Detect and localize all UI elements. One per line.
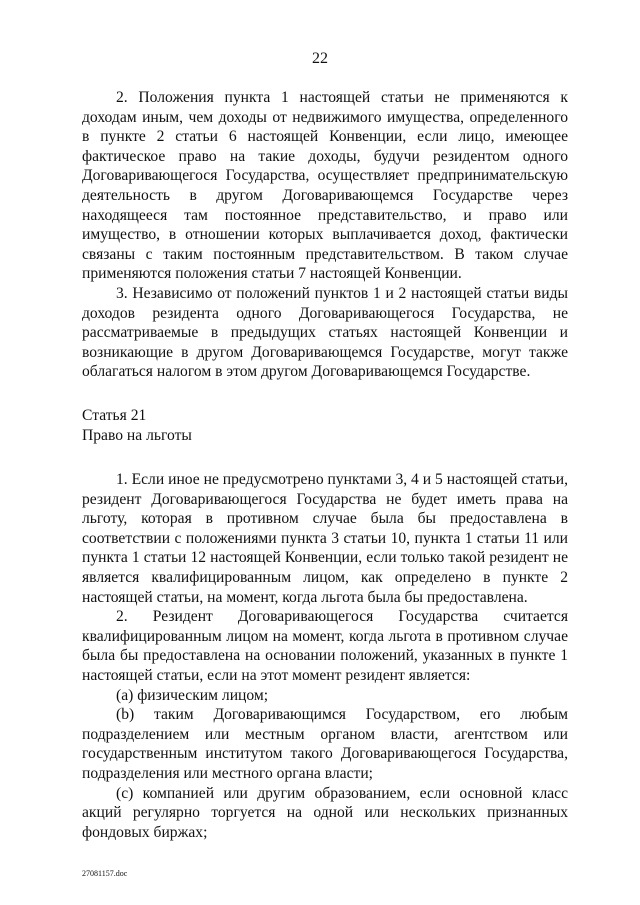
paragraph-2: 2. Положения пункта 1 настоящей статьи не применяются к доходам иным, чем доходы от недвижимого имущества, определенного в пункте 2 статьи 6 настоящей Конвенции, если лицо, имеющее фактическое право на такие доходы, будучи резидентом одного Договаривающегося Государства, осуществляет предпринимательскую деятельность в другом Договаривающемся Государстве через находящееся там постоянное представительство, и право или имущество, в отношении которых выплачивается доход, фактически связаны с таким постоянным представительством. В таком случае применяются положения статьи 7 настоящей Конвенции. [82, 89, 568, 283]
article-title: Право на льготы [82, 426, 192, 444]
article-paragraph-2: 2. Резидент Договаривающегося Государства считается квалифицированным лицом на момент, когда льгота в противном случае была бы предоставлена на основании положений, указанных в пункте 1 настоящей статьи, если на этот момент резидент является: [82, 608, 568, 685]
subitem-c: (c) компанией или другим образованием, если основной класс акций регулярно торгуется на одной или нескольких признанных фондовых биржах; [82, 784, 568, 841]
article-heading [82, 406, 568, 445]
paragraph-3: 3. Независимо от положений пунктов 1 и 2 настоящей статьи виды доходов резидента одного Договаривающегося Государства, не рассматриваемые в предыдущих статьях настоящей Конвенции и возникающие в другом Договаривающемся Государстве, могут также облагаться налогом в этом другом Договаривающемся Государстве. [82, 284, 568, 381]
subitem-b: (b) таким Договаривающимся Государством, его любым подразделением или местным органом власти, агентством или государственным институтом такого Договаривающегося Государства, подразделения или местного органа власти; [82, 706, 568, 782]
article-paragraph-1: 1. Если иное не предусмотрено пунктами 3, 4 и 5 настоящей статьи, резидент Договаривающегося Государства не будет иметь права на льготу, которая в противном случае была бы предоставлена в соответствии с положениями пункта 3 статьи 10, пункта 1 статьи 11 или пункта 1 статьи 12 настоящей Конвенции, если только такой резидент не является квалифицированным лицом, как определено в пункте 2 настоящей статьи, на момент, когда льгота была бы предоставлена. [82, 471, 568, 606]
page-number: 22 [312, 50, 328, 67]
article-number: Статья 21 [82, 406, 147, 424]
footer-filename: 27081157.doc [82, 869, 128, 878]
document-body [82, 88, 568, 842]
subitem-a: (a) физическим лицом; [116, 686, 269, 704]
